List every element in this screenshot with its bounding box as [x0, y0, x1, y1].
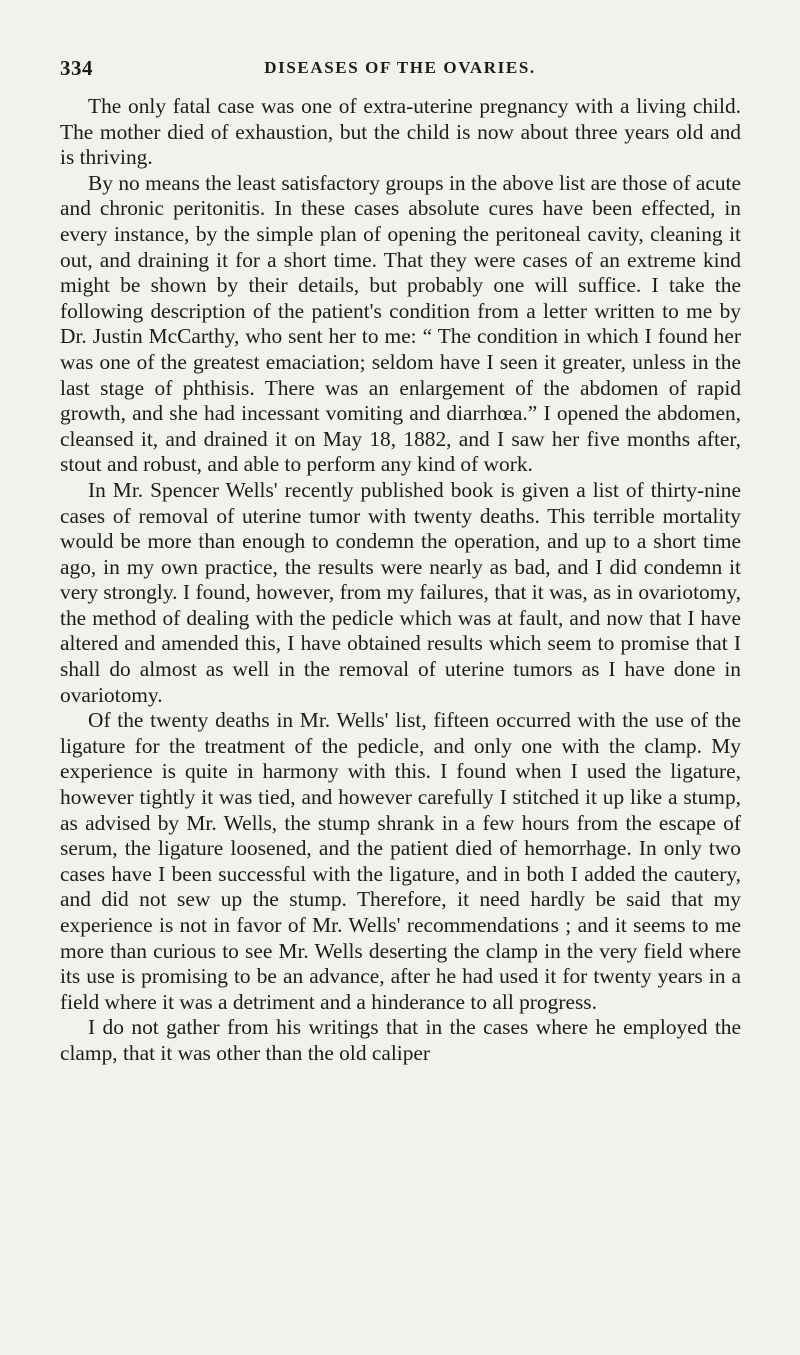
- paragraph: Of the twenty deaths in Mr. Wells' list, fifteen occurred with the use of the ligature for the treatment of the pedicle, and only one with the clamp. My experience is quite in harmony with this. I found when I used the ligature, however tightly it was tied, and however carefully I stitched it up like a stump, as advised by Mr. Wells, the stump shrank in a few hours from the escape of serum, the ligature loosened, and the patient died of hemorrhage. In only two cases have I been successful with the ligature, and in both I added the cautery, and did not sew up the stump. Therefore, it need hardly be said that my experience is not in favor of Mr. Wells' recommendations ; and it seems to me more than curious to see Mr. Wells deserting the clamp in the very field where its use is promising to be an advance, after he had used it for twenty years in a field where it was a detriment and a hinderance to all progress.: [60, 708, 741, 1014]
- chapter-title: DISEASES OF THE OVARIES.: [264, 58, 536, 77]
- paragraph: I do not gather from his writings that in the cases where he employed the clamp, that it was other than the old caliper: [60, 1015, 741, 1065]
- paragraph: By no means the least satisfactory groups in the above list are those of acute and chronic peritonitis. In these cases absolute cures have been effected, in every instance, by the simple plan of opening the peritoneal cavity, cleaning it out, and draining it for a short time. That they were cases of an extreme kind might be shown by their details, but probably one will suffice. I take the following description of the patient's condition from a letter written to me by Dr. Justin McCarthy, who sent her to me: “ The condition in which I found her was one of the greatest emaciation; seldom have I seen it greater, unless in the last stage of phthisis. There was an enlargement of the abdomen of rapid growth, and she had incessant vomiting and diarrhœa.” I opened the abdomen, cleansed it, and drained it on May 18, 1882, and I saw her five months after, stout and robust, and able to perform any kind of work.: [60, 170, 741, 477]
- paragraph: In Mr. Spencer Wells' recently published book is given a list of thirty-nine cases of removal of uterine tumor with twenty deaths. This terrible mortality would be more than enough to condemn the operation, and up to a short time ago, in my own practice, the results were nearly as bad, and I did condemn it very strongly. I found, however, from my failures, that it was, as in ovariotomy, the method of dealing with the pedicle which was at fault, and now that I have altered and amended this, I have obtained results which seem to promise that I shall do almost as well in the removal of uterine tumors as I have done in ovariotomy.: [60, 477, 741, 707]
- page-number: 334: [60, 56, 93, 80]
- body-text: [60, 94, 741, 1067]
- paragraph: The only fatal case was one of extra-uterine pregnancy with a living child. The mother died of exhaustion, but the child is now about three years old and is thriving.: [60, 94, 741, 170]
- running-head: [60, 56, 740, 82]
